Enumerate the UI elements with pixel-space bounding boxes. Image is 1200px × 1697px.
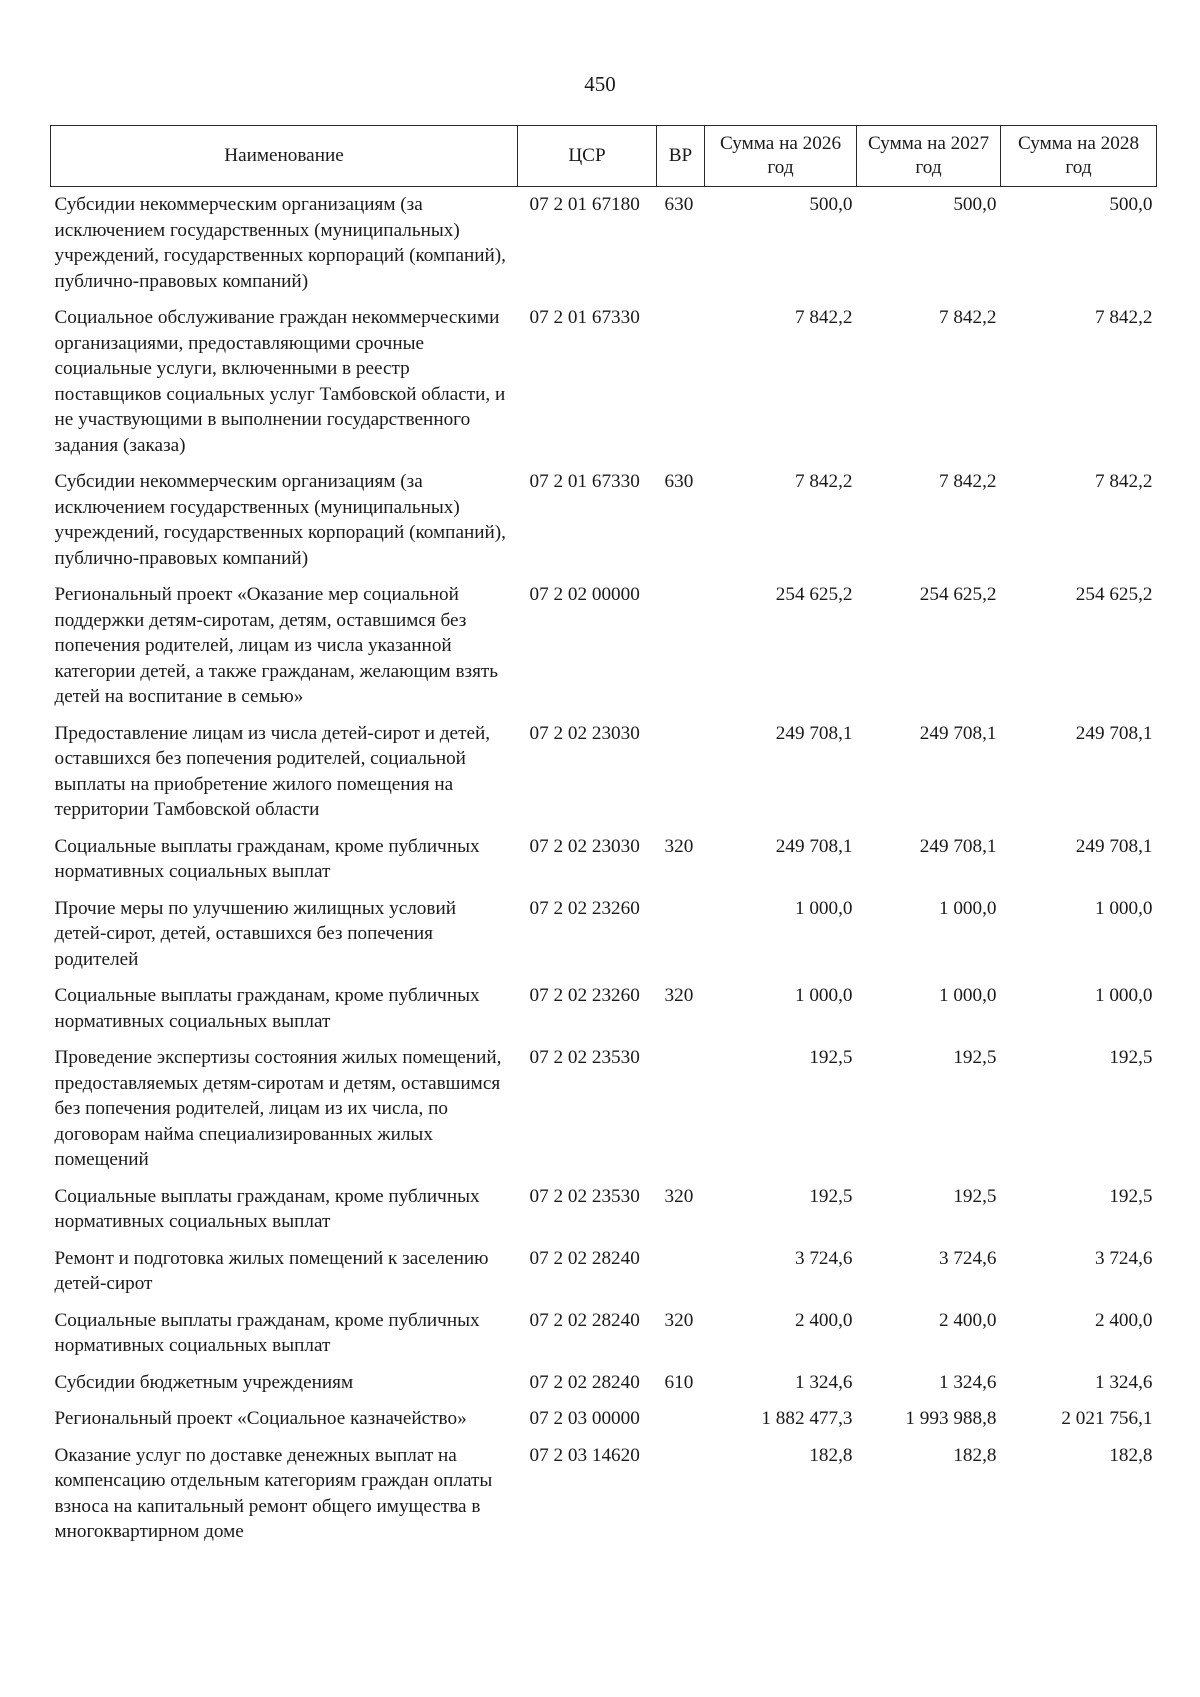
- cell-sum-2028: 192,5: [1109, 1047, 1153, 1068]
- table-row: [51, 716, 1157, 829]
- cell-vr: [657, 1401, 705, 1438]
- cell-csr: 07 2 02 28240: [529, 1247, 640, 1269]
- cell-sum-2027: 249 708,1: [919, 835, 997, 857]
- cell-sum-2027: 249 708,1: [919, 722, 997, 744]
- header-vr: ВР: [657, 126, 705, 187]
- header-sum-2028: Сумма на 2028 год: [1001, 126, 1157, 187]
- cell-sum-2027: 2 400,0: [938, 1309, 997, 1331]
- cell-sum-2027: 182,8: [953, 1444, 997, 1466]
- cell-sum-2028: 7 842,2: [1094, 307, 1153, 328]
- cell-sum-2026: 1 000,0: [794, 985, 853, 1006]
- cell-name: Прочие меры по улучшению жилищных условий детей-сирот, детей, оставшихся без попечения родителей: [54, 897, 456, 970]
- table-row: [51, 1303, 1157, 1365]
- table-row: [51, 1040, 1157, 1179]
- cell-csr: 07 2 02 28240: [529, 1309, 640, 1331]
- cell-csr: 07 2 02 23030: [529, 835, 640, 857]
- cell-sum-2028: 182,8: [1109, 1444, 1153, 1466]
- cell-name: Социальные выплаты гражданам, кроме публичных нормативных социальных выплат: [54, 1309, 480, 1356]
- table-row: [51, 1365, 1157, 1402]
- cell-sum-2027: 3 724,6: [938, 1247, 997, 1269]
- cell-sum-2028: 500,0: [1109, 194, 1153, 215]
- cell-sum-2028: 2 400,0: [1094, 1309, 1153, 1331]
- cell-sum-2028: 249 708,1: [1075, 722, 1153, 744]
- cell-name: Предоставление лицам из числа детей-сирот и детей, оставшихся без попечения родителей, социальной выплаты на приобретение жилого помещения на территории Тамбовской области: [54, 722, 491, 820]
- table-row: [51, 464, 1157, 577]
- budget-table: [50, 125, 1157, 1551]
- cell-sum-2026: 500,0: [809, 194, 853, 215]
- cell-csr: 07 2 01 67330: [529, 307, 640, 328]
- header-sum-2026: Сумма на 2026 год: [705, 126, 857, 187]
- cell-csr: 07 2 02 23530: [529, 1047, 640, 1068]
- cell-vr: [657, 1438, 705, 1551]
- cell-sum-2027: 1 000,0: [938, 985, 997, 1006]
- table-body: [51, 187, 1157, 1551]
- cell-vr: [657, 1241, 705, 1303]
- table-row: [51, 187, 1157, 301]
- table-row: [51, 978, 1157, 1040]
- cell-sum-2027: 1 993 988,8: [905, 1408, 997, 1429]
- table-row: [51, 1401, 1157, 1438]
- cell-vr: 320: [664, 835, 694, 857]
- header-name: Наименование: [51, 126, 518, 187]
- cell-name: Социальные выплаты гражданам, кроме публичных нормативных социальных выплат: [54, 1185, 480, 1232]
- cell-vr: 320: [664, 1309, 694, 1331]
- budget-table-container: [50, 125, 1156, 1551]
- cell-vr: 630: [664, 471, 694, 492]
- cell-sum-2026: 192,5: [809, 1185, 853, 1207]
- cell-name: Субсидии бюджетным учреждениям: [54, 1371, 354, 1393]
- table-header: [51, 126, 1157, 187]
- table-row: [51, 829, 1157, 891]
- cell-csr: 07 2 01 67180: [529, 194, 640, 215]
- cell-sum-2026: 1 324,6: [794, 1371, 853, 1393]
- cell-csr: 07 2 03 14620: [529, 1444, 640, 1466]
- cell-sum-2027: 7 842,2: [938, 307, 997, 328]
- cell-csr: 07 2 02 23530: [529, 1185, 640, 1207]
- cell-vr: [657, 577, 705, 716]
- cell-sum-2026: 1 882 477,3: [761, 1408, 853, 1429]
- page-number: 450: [584, 72, 616, 96]
- cell-sum-2028: 254 625,2: [1075, 584, 1153, 605]
- cell-csr: 07 2 02 00000: [529, 584, 640, 605]
- cell-sum-2027: 7 842,2: [938, 471, 997, 492]
- cell-sum-2027: 500,0: [953, 194, 997, 215]
- cell-name: Субсидии некоммерческим организациям (за исключением государственных (муниципальных) учреждений, государственных корпораций (компаний), публично-правовых компаний): [54, 194, 506, 292]
- cell-csr: 07 2 02 23260: [529, 985, 640, 1006]
- cell-vr: [657, 1040, 705, 1179]
- cell-sum-2026: 249 708,1: [775, 722, 853, 744]
- table-row: [51, 1241, 1157, 1303]
- cell-sum-2027: 1 000,0: [938, 897, 997, 919]
- cell-name: Субсидии некоммерческим организациям (за исключением государственных (муниципальных) учреждений, государственных корпораций (компаний), публично-правовых компаний): [54, 471, 506, 569]
- cell-sum-2026: 7 842,2: [794, 307, 853, 328]
- cell-sum-2027: 192,5: [953, 1185, 997, 1207]
- table-row: [51, 891, 1157, 979]
- cell-name: Региональный проект «Социальное казначейство»: [54, 1408, 467, 1429]
- table-row: [51, 300, 1157, 464]
- cell-sum-2028: 7 842,2: [1094, 471, 1153, 492]
- cell-sum-2028: 192,5: [1109, 1185, 1153, 1207]
- cell-name: Оказание услуг по доставке денежных выплат на компенсацию отдельным категориям граждан оплаты взноса на капитальный ремонт общего имущества в многоквартирном доме: [54, 1444, 493, 1542]
- table-row: [51, 577, 1157, 716]
- cell-sum-2028: 3 724,6: [1094, 1247, 1153, 1269]
- cell-sum-2027: 1 324,6: [938, 1371, 997, 1393]
- cell-name: Социальные выплаты гражданам, кроме публичных нормативных социальных выплат: [54, 985, 480, 1032]
- cell-csr: 07 2 02 23030: [529, 722, 640, 744]
- table-row: [51, 1438, 1157, 1551]
- cell-name: Ремонт и подготовка жилых помещений к заселению детей-сирот: [54, 1247, 489, 1294]
- cell-sum-2027: 192,5: [953, 1047, 997, 1068]
- cell-csr: 07 2 02 23260: [529, 897, 640, 919]
- cell-name: Социальное обслуживание граждан некоммерческими организациями, предоставляющими срочные социальные услуги, включенными в реестр поставщиков социальных услуг Тамбовской области, и не участвующими в выполнении государственного задания (заказа): [54, 307, 506, 456]
- cell-sum-2026: 2 400,0: [794, 1309, 853, 1331]
- cell-sum-2026: 192,5: [809, 1047, 853, 1068]
- cell-vr: 320: [664, 1185, 694, 1207]
- header-csr: ЦСР: [518, 126, 657, 187]
- cell-sum-2026: 182,8: [809, 1444, 853, 1466]
- cell-sum-2026: 254 625,2: [775, 584, 853, 605]
- cell-sum-2026: 1 000,0: [794, 897, 853, 919]
- cell-vr: [657, 300, 705, 464]
- cell-csr: 07 2 02 28240: [529, 1371, 640, 1393]
- header-row: [51, 126, 1157, 187]
- cell-sum-2028: 1 324,6: [1094, 1371, 1153, 1393]
- cell-vr: 320: [664, 985, 694, 1006]
- cell-csr: 07 2 01 67330: [529, 471, 640, 492]
- cell-name: Проведение экспертизы состояния жилых помещений, предоставляемых детям-сиротам и детям, оставшимся без попечения родителей, лицам из их числа, по договорам найма специализированных жилых помещений: [54, 1047, 502, 1170]
- cell-sum-2026: 7 842,2: [794, 471, 853, 492]
- cell-name: Социальные выплаты гражданам, кроме публичных нормативных социальных выплат: [54, 835, 480, 882]
- cell-csr: 07 2 03 00000: [529, 1408, 640, 1429]
- cell-sum-2027: 254 625,2: [919, 584, 997, 605]
- cell-vr: [657, 891, 705, 979]
- header-sum-2027: Сумма на 2027 год: [857, 126, 1001, 187]
- cell-sum-2028: 249 708,1: [1075, 835, 1153, 857]
- cell-sum-2026: 3 724,6: [794, 1247, 853, 1269]
- cell-vr: [657, 716, 705, 829]
- cell-sum-2026: 249 708,1: [775, 835, 853, 857]
- cell-name: Региональный проект «Оказание мер социальной поддержки детям-сиротам, детям, оставшимся без попечения родителей, лицам из числа указанной категории детей, а также гражданам, желающим взять детей на воспитание в семью»: [54, 584, 499, 707]
- cell-sum-2028: 2 021 756,1: [1061, 1408, 1153, 1429]
- cell-sum-2028: 1 000,0: [1094, 985, 1153, 1006]
- table-row: [51, 1179, 1157, 1241]
- cell-vr: 630: [664, 194, 694, 215]
- cell-vr: 610: [664, 1371, 694, 1393]
- cell-sum-2028: 1 000,0: [1094, 897, 1153, 919]
